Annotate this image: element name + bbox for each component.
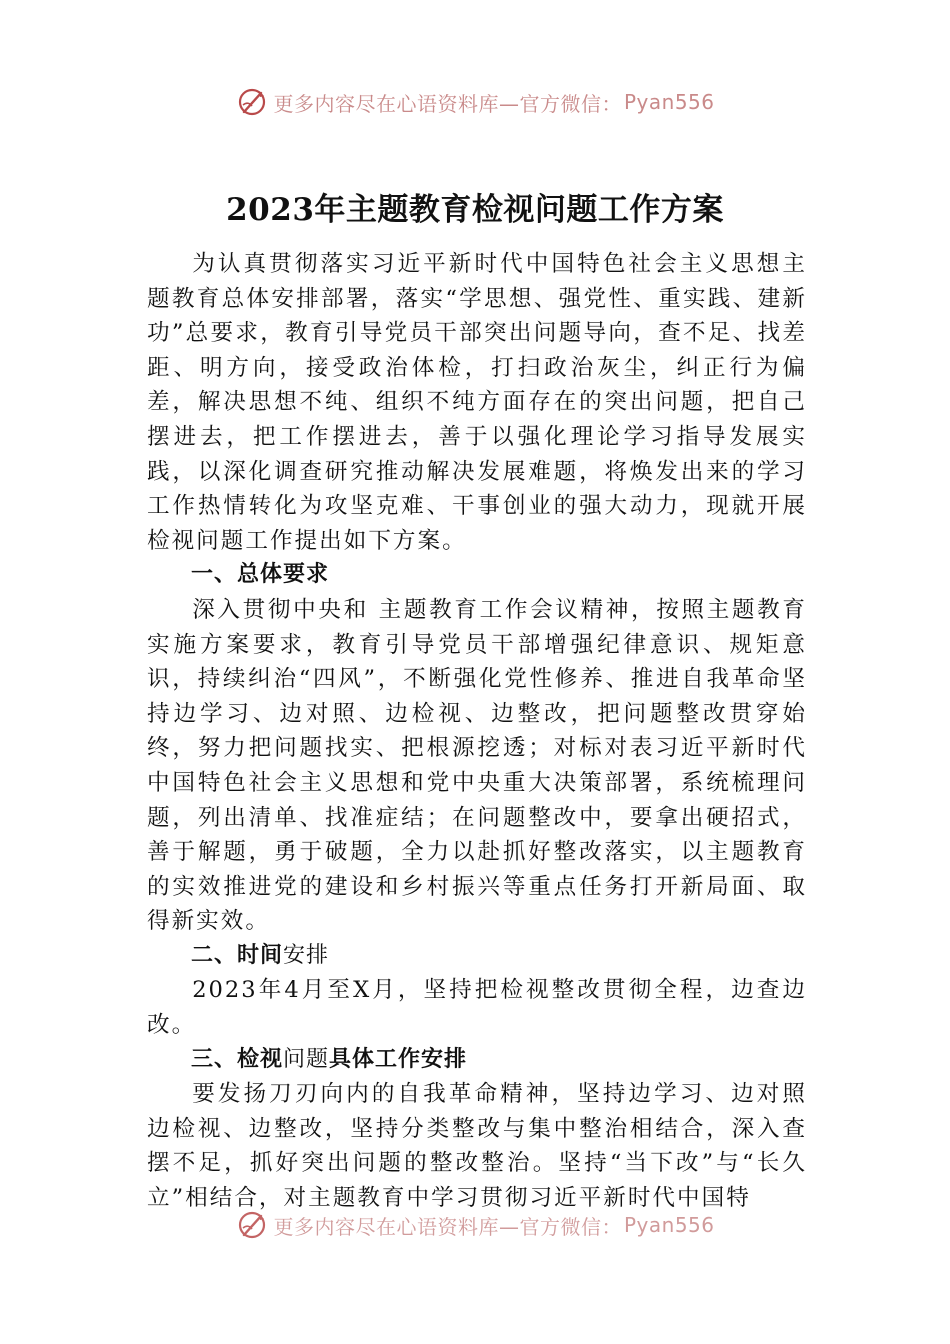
document-title: 2023年主题教育检视问题工作方案 [226, 192, 724, 228]
section-1-heading: 一、总体要求 [191, 562, 330, 588]
document-body [147, 247, 807, 1216]
section-3-heading-bold-1: 三、检视 [191, 1046, 284, 1072]
section-3-heading-normal: 问题 [283, 1046, 330, 1072]
section-2-heading [147, 939, 807, 974]
section-2-heading-normal: 安排 [283, 942, 330, 968]
section-2-heading-bold: 二、时间 [191, 942, 284, 968]
intro-paragraph: 为认真贯彻落实习近平新时代中国特色社会主义思想主题教育总体安排部署，落实“学思想、强党性、重实践、建新功”总要求，教育引导党员干部突出问题导向，查不足、找差距、明方向，接受政治体检，打扫政治灰尘，纠正行为偏差，解决思想不纯、组织不纯方面存在的突出问题，把自己摆进去，把工作摆进去，善于以强化理论学习指导发展实践，以深化调查研究推动解决发展难题，将焕发出来的学习工作热情转化为攻坚克难、干事创业的强大动力，现就开展检视问题工作提出如下方案。 [147, 251, 807, 554]
watermark-header [0, 82, 950, 122]
section-3-heading [147, 1043, 807, 1078]
section-3-paragraph: 要发扬刀刃向内的自我革命精神，坚持边学习、边对照边检视、边整改，坚持分类整改与集中整治相结合，深入查摆不足，抓好突出问题的整改整治。坚持“当下改”与“长久立”相结合，对主题教育中学习贯彻习近平新时代中国特 [147, 1081, 807, 1212]
watermark-footer [0, 1205, 950, 1245]
section-2-paragraph: 2023年4月至X月，坚持把检视整改贯彻全程，边查边改。 [147, 977, 807, 1039]
watermark-wechat-id: Pyan556 [623, 90, 715, 114]
watermark-wechat-id-footer: Pyan556 [623, 1213, 715, 1237]
section-3-heading-bold-2: 具体工作安排 [329, 1046, 468, 1072]
pen-logo-icon [235, 85, 269, 119]
pen-logo-icon [235, 1208, 269, 1242]
section-1-paragraph: 深入贯彻中央和 主题教育工作会议精神，按照主题教育实施方案要求，教育引导党员干部增强纪律意识、规矩意识，持续纠治“四风”，不断强化党性修养、推进自我革命坚持边学习、边对照、边检视、边整改，把问题整改贯穿始终，努力把问题找实、把根源挖透；对标对表习近平新时代中国特色社会主义思想和党中央重大决策部署，系统梳理问题，列出清单、找准症结；在问题整改中，要拿出硬招式，善于解题，勇于破题，全力以赴抓好整改落实，以主题教育的实效推进党的建设和乡村振兴等重点任务打开新局面、取得新实效。 [147, 596, 807, 935]
watermark-text: 更多内容尽在心语资料库—官方微信： [273, 91, 622, 116]
watermark-text-footer: 更多内容尽在心语资料库—官方微信： [273, 1214, 622, 1239]
